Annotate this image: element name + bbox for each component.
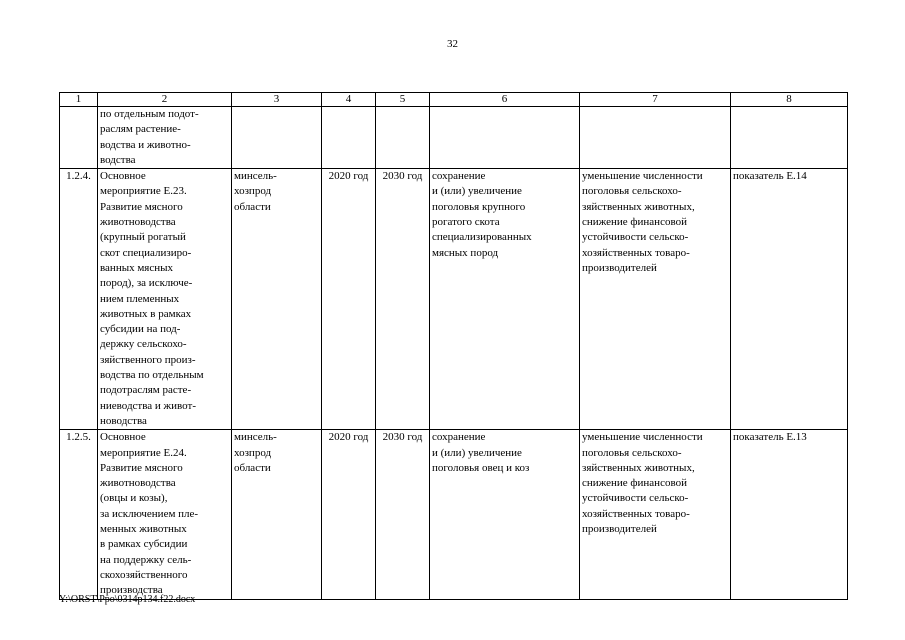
- table-row: [60, 107, 848, 169]
- column-header: 2: [98, 93, 232, 107]
- start-year: 2020 год: [322, 169, 376, 430]
- column-header: 5: [376, 93, 430, 107]
- measure-name: по отдельным подот- раслям растение- водства и животно- водства: [98, 107, 232, 169]
- column-header: 4: [322, 93, 376, 107]
- consequences: уменьшение численности поголовья сельскохо- зяйственных животных, снижение финансовой устойчивости сельско- хозяйственных товаро- производителей: [580, 430, 731, 599]
- executor: [232, 107, 322, 169]
- row-number: [60, 107, 98, 169]
- column-header: 3: [232, 93, 322, 107]
- measures-table: [59, 92, 848, 600]
- start-year: [322, 107, 376, 169]
- end-year: [376, 107, 430, 169]
- indicator-link: [731, 107, 848, 169]
- end-year: 2030 год: [376, 169, 430, 430]
- start-year: 2020 год: [322, 430, 376, 599]
- column-header: 8: [731, 93, 848, 107]
- executor: минсель- хозпрод области: [232, 169, 322, 430]
- measure-name: Основное мероприятие Е.24. Развитие мясного животноводства (овцы и козы), за исключением пле- менных животных в рамках субсидии на поддержку сель- скохозяйственного производства: [98, 430, 232, 599]
- page-number: 32: [447, 38, 458, 50]
- consequences: уменьшение численности поголовья сельскохо- зяйственных животных, снижение финансовой устойчивости сельско- хозяйственных товаро- производителей: [580, 169, 731, 430]
- row-number: 1.2.4.: [60, 169, 98, 430]
- indicator-link: показатель Е.14: [731, 169, 848, 430]
- column-header: 6: [430, 93, 580, 107]
- table-row: [60, 430, 848, 599]
- row-number: 1.2.5.: [60, 430, 98, 599]
- expected-result: сохранение и (или) увеличение поголовья овец и коз: [430, 430, 580, 599]
- header-row: [60, 93, 848, 107]
- expected-result: [430, 107, 580, 169]
- end-year: 2030 год: [376, 430, 430, 599]
- column-header: 7: [580, 93, 731, 107]
- expected-result: сохранение и (или) увеличение поголовья крупного рогатого скота специализированных мясных пород: [430, 169, 580, 430]
- column-header: 1: [60, 93, 98, 107]
- file-path-footer: Y:\ORST\Ppo\0314p134.f22.docx: [59, 594, 196, 605]
- consequences: [580, 107, 731, 169]
- indicator-link: показатель Е.13: [731, 430, 848, 599]
- table-row: [60, 169, 848, 430]
- executor: минсель- хозпрод области: [232, 430, 322, 599]
- measure-name: Основное мероприятие Е.23. Развитие мясного животноводства (крупный рогатый скот специализиро- ванных мясных пород), за исключе- нием племенных животных в рамках субсидии на под- держку сельскохо- зяйственного произ- водства по отдельным подотраслям расте- ниеводства и живот- новодства: [98, 169, 232, 430]
